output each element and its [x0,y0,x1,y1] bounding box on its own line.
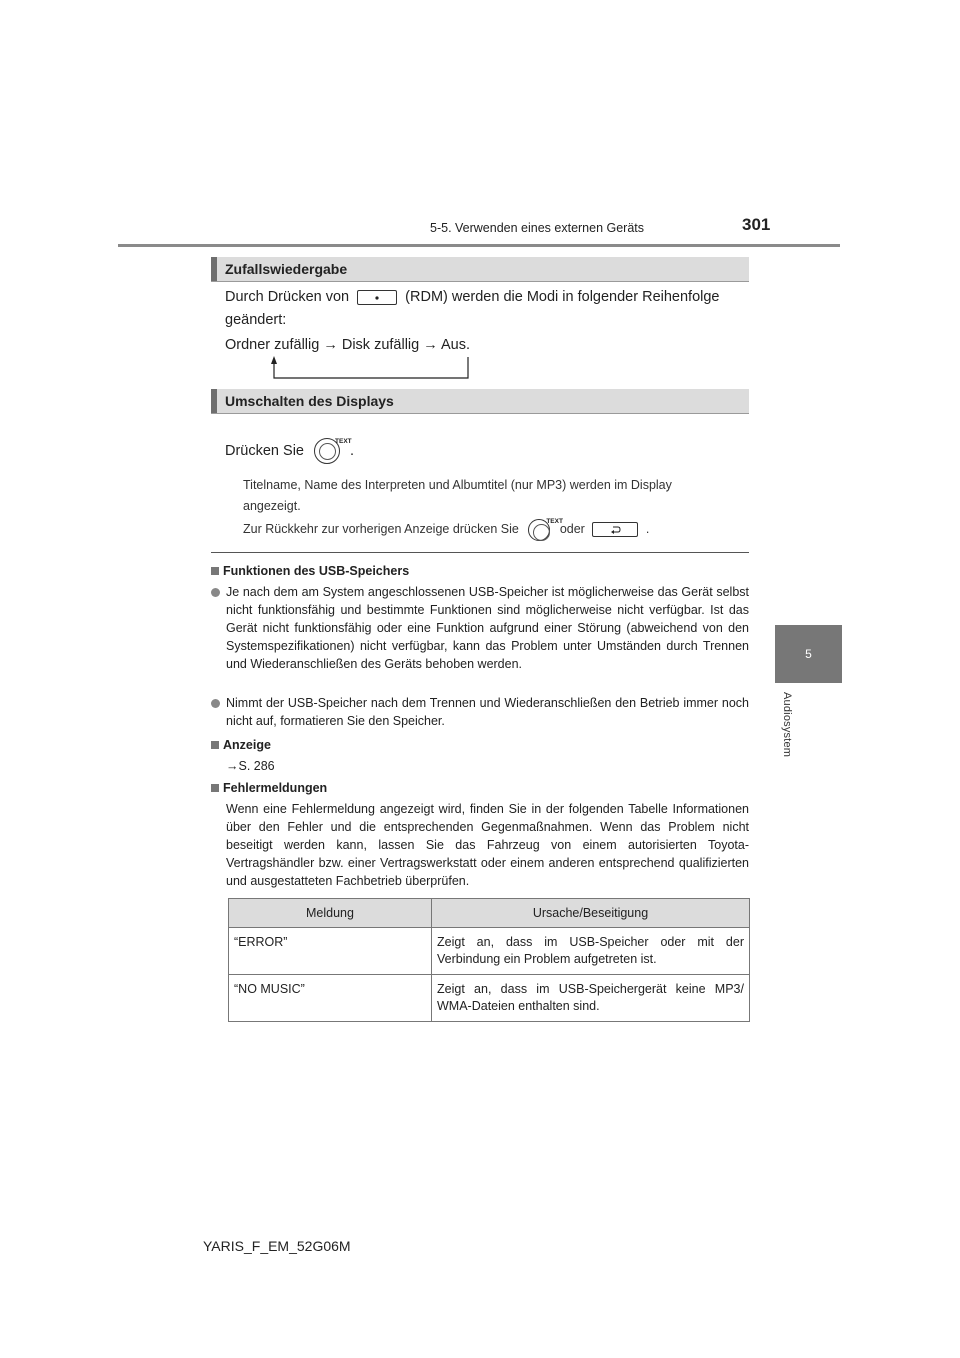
random-paragraph-line2: geändert: [225,312,287,328]
display-return-middle: oder [559,522,585,536]
rdm-button-icon [357,290,397,305]
display-info-line2: angezeigt. [243,499,301,513]
back-button-icon [592,522,638,537]
table-cell-cause: Zeigt an, dass im USB-Speicher oder mit der Verbindung ein Problem aufgetreten ist. [432,928,750,975]
square-bullet-icon [211,741,219,749]
random-text-after: (RDM) werden die Modi in folgender Reihenfolge [405,289,720,305]
errors-text: Wenn eine Fehlermeldung angezeigt wird, finden Sie in der folgenden Tabelle Informationen über den Fehler und die entsprechenden Gegenmaßnahmen. Wenn das Problem nicht beseitigt werden kann, lassen Sie das Fahrzeug von einem autorisierten Toyota-Vertragshändler bzw. einer Vertragswerkstatt oder einem anderen entsprechend qualifizierten und ausgestatteten Fachbetrieb überprüfen. [226,802,749,888]
notes-rule [211,552,749,553]
random-sequence: Ordner zufällig → Disk zufällig → Aus. [225,337,470,353]
display-instruction-after: . [350,442,355,459]
error-table [228,898,750,1022]
table-cell-message: “NO MUSIC” [229,975,432,1022]
random-text-before: Durch Drücken von [225,289,350,305]
text-knob-icon [528,517,563,541]
display-instruction-before: Drücken Sie [225,442,304,459]
section-bar-underline [211,413,749,414]
loop-arrow-icon [262,355,474,381]
usb-heading-text: Funktionen des USB-Speichers [223,564,410,578]
display-info-line1: Titelname, Name des Interpreten und Albumtitel (nur MP3) werden im Display [243,478,672,492]
random-paragraph [225,289,750,305]
section-title-display: Umschalten des Displays [225,393,394,409]
usb-bullet-1 [211,583,749,673]
table-header-row [229,899,750,928]
square-bullet-icon [211,567,219,575]
page-number: 301 [742,215,771,234]
display-return-after: . [645,522,650,536]
display-return-before: Zur Rückkehr zur vorherigen Anzeige drücken Sie [243,522,519,536]
display-heading [211,736,749,754]
column-header-ursache: Ursache/Beseitigung [432,899,750,928]
section-bar-random [211,257,749,281]
header-rule [118,244,840,247]
text-knob-icon [314,438,352,464]
table-row [229,975,750,1022]
section-title: 5-5. Verwenden eines externen Geräts [430,221,645,235]
section-bar-display [211,389,749,413]
chapter-label: Audiosystem [781,692,793,758]
document-code: YARIS_F_EM_52G06M [203,1238,351,1254]
knob-label: TEXT [335,438,352,445]
table-cell-message: “ERROR” [229,928,432,975]
section-title-random: Zufallswiedergabe [225,261,348,277]
table-cell-cause: Zeigt an, dass im USB-Speichergerät keine MP3/ WMA-Dateien enthalten sind. [432,975,750,1022]
display-heading-text: Anzeige [223,738,271,752]
column-header-meldung: Meldung [229,899,432,928]
knob-label: TEXT [546,517,563,525]
usb-bullet-1-text: Je nach dem am System angeschlossenen USB-Speicher ist möglicherweise das Gerät selbst nicht funktionsfähig und bestimmte Funktionen sind möglicherweise nicht verfügbar. Ist das Gerät nicht funktionsfähig oder eine Funktion aufgrund einer Störung (abweichend von den Systemspezifikationen) nicht verfügbar, kann das Problem unter Umständen durch Trennen und Wiederanschließen des Geräts behoben werden. [226,585,749,671]
display-ref: →S. 286 [226,759,275,773]
display-instruction [225,438,354,466]
usb-bullet-2-text: Nimmt der USB-Speicher nach dem Trennen und Wiederanschließen den Betrieb immer noch nicht auf, formatieren Sie den Speicher. [226,696,749,728]
usb-heading [211,562,749,580]
chapter-tab [775,625,842,683]
display-return [243,518,649,541]
round-bullet-icon [211,699,220,708]
round-bullet-icon [211,588,220,597]
chapter-label-wrap [781,692,801,772]
errors-heading-text: Fehlermeldungen [223,781,328,795]
section-bar-underline [211,281,749,282]
table-row [229,928,750,975]
usb-bullet-2 [211,694,749,730]
square-bullet-icon [211,784,219,792]
errors-heading [211,779,749,797]
chapter-number: 5 [805,647,812,661]
